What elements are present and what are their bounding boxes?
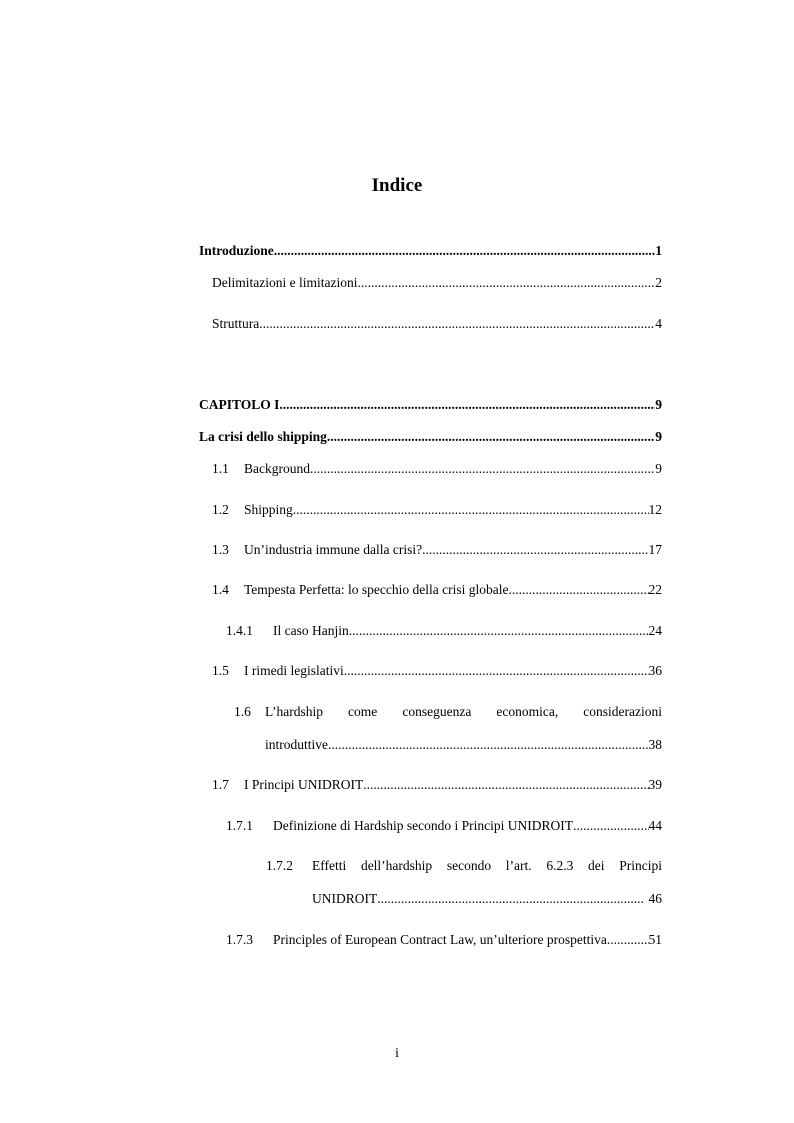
toc-label: La crisi dello shipping [199, 429, 327, 444]
toc-entry-1-7-2-line2[interactable] [312, 890, 662, 908]
word: come [348, 704, 378, 719]
toc-page: 1 [655, 243, 662, 258]
word: 6.2.3 [546, 858, 574, 873]
toc-entry-1-3[interactable] [212, 541, 662, 559]
toc-entry-1-4-1[interactable] [226, 622, 662, 640]
toc-label: introduttive [265, 737, 328, 752]
toc-label: I Principi UNIDROIT [244, 777, 364, 792]
toc-label: Struttura [212, 316, 260, 331]
section-number: 1.7.3 [226, 932, 253, 947]
word: considerazioni [583, 704, 662, 719]
toc-entry-capitolo-i[interactable] [199, 396, 662, 414]
section-number: 1.3 [212, 542, 229, 557]
toc-entry-1-4[interactable] [212, 581, 662, 599]
toc-page: 51 [648, 932, 662, 947]
toc-label: Un’industria immune dalla crisi? [244, 542, 423, 557]
page-title: Indice [371, 175, 423, 196]
leader-dots [357, 274, 655, 292]
leader-dots [573, 817, 649, 835]
toc-page: 2 [655, 275, 662, 290]
word: dei [588, 858, 605, 873]
toc-label: Definizione di Hardship secondo i Principi UNIDROIT [273, 818, 573, 833]
toc-page: 4 [655, 316, 662, 331]
toc-entry-delimitazioni[interactable] [212, 274, 662, 292]
section-number: 1.7.1 [226, 818, 253, 833]
toc-page: 38 [648, 737, 662, 752]
section-number: 1.5 [212, 663, 229, 678]
toc-entry-1-7-3[interactable] [226, 931, 662, 949]
toc-entry-1-6-number [234, 703, 264, 721]
page-number: i [395, 1045, 399, 1060]
toc-page: 12 [648, 502, 662, 517]
toc-label: Principles of European Contract Law, un’ulteriore prospettiva [273, 932, 607, 947]
toc-entry-1-5[interactable] [212, 662, 662, 680]
section-number: 1.2 [212, 502, 229, 517]
toc-page: 36 [648, 663, 662, 678]
toc-label: I rimedi legislativi [244, 663, 344, 678]
leader-dots [363, 776, 648, 794]
leader-dots [310, 460, 655, 478]
toc-entry-1-6-line2[interactable] [265, 736, 662, 754]
toc-page: 22 [648, 582, 662, 597]
toc-entry-chapter-title[interactable] [199, 428, 662, 446]
leader-dots [328, 736, 649, 754]
toc-label: Shipping [244, 502, 293, 517]
leader-dots [508, 581, 648, 599]
toc-entry-1-7-2-line1[interactable] [312, 857, 662, 875]
toc-label: Il caso Hanjin [273, 623, 349, 638]
leader-dots [274, 242, 655, 260]
word: dell’hardship [360, 858, 433, 873]
toc-entry-struttura[interactable] [212, 315, 662, 333]
section-number: 1.1 [212, 461, 229, 476]
toc-page: 9 [655, 461, 662, 476]
toc-page: 44 [648, 818, 662, 833]
toc-entry-1-7[interactable] [212, 776, 662, 794]
toc-page: 46 [645, 891, 662, 906]
toc-label: UNIDROIT [312, 891, 378, 906]
toc-page: 17 [648, 542, 662, 557]
section-number: 1.4.1 [226, 623, 253, 638]
toc-page: 24 [648, 623, 662, 638]
leader-dots [293, 501, 649, 519]
toc-entry-1-1[interactable] [212, 460, 662, 478]
toc-label: Tempesta Perfetta: lo specchio della crisi globale [244, 582, 509, 597]
toc-page: 9 [655, 429, 662, 444]
word: Principi [619, 858, 662, 873]
word: secondo [446, 858, 492, 873]
toc-entry-1-7-2-number [266, 857, 306, 875]
toc-label: Introduzione [199, 243, 274, 258]
toc-entry-1-7-1[interactable] [226, 817, 662, 835]
section-number: 1.6 [234, 704, 251, 719]
toc-page: 39 [648, 777, 662, 792]
section-number: 1.7 [212, 777, 229, 792]
leader-dots [607, 931, 649, 949]
word: conseguenza [402, 704, 472, 719]
leader-dots [344, 662, 649, 680]
toc-label: Delimitazioni e limitazioni [212, 275, 358, 290]
leader-dots [279, 396, 655, 414]
leader-dots [327, 428, 655, 446]
section-number: 1.7.2 [266, 858, 293, 873]
leader-dots [259, 315, 655, 333]
word: L’hardship [265, 704, 323, 719]
toc-entry-1-6-line1[interactable] [265, 703, 662, 721]
word: economica, [496, 704, 559, 719]
word: l’art. [505, 858, 532, 873]
toc-entry-introduzione[interactable] [199, 242, 662, 260]
toc-label: CAPITOLO I [199, 397, 280, 412]
toc-entry-1-2[interactable] [212, 501, 662, 519]
toc-page: 9 [655, 397, 662, 412]
leader-dots [422, 541, 648, 559]
leader-dots [377, 890, 645, 908]
word: Effetti [312, 858, 347, 873]
toc-label: Background [244, 461, 310, 476]
section-number: 1.4 [212, 582, 229, 597]
leader-dots [349, 622, 649, 640]
